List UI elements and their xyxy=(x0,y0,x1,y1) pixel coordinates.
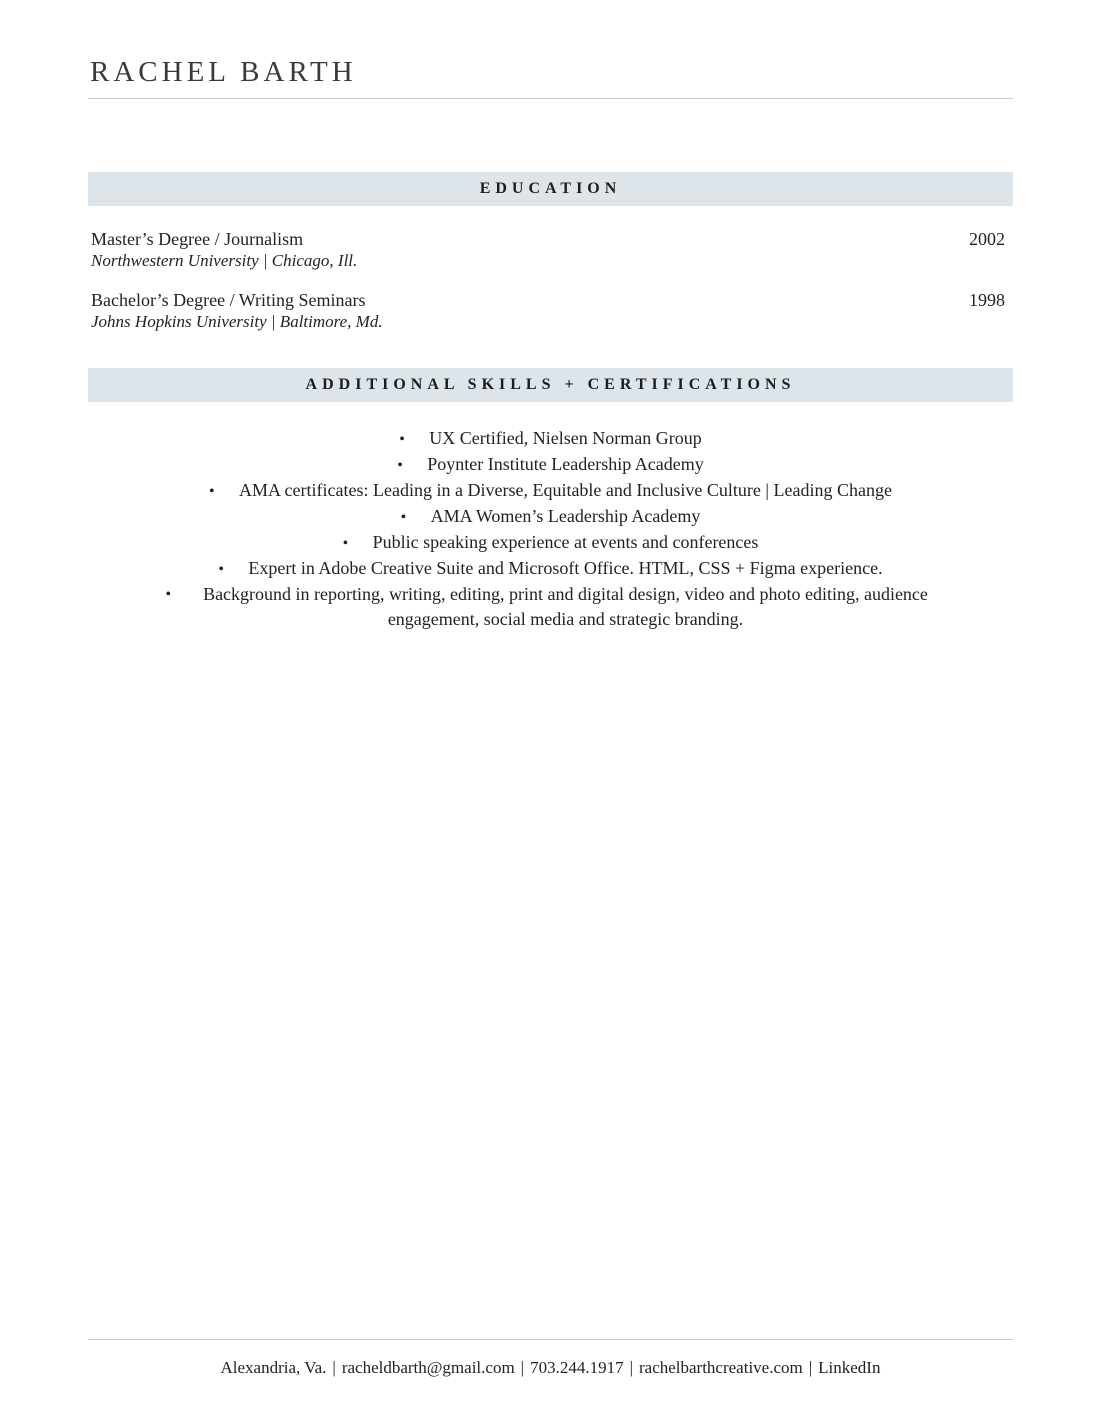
bullet-icon: • xyxy=(209,483,215,500)
skill-text: Expert in Adobe Creative Suite and Microsoft Office. HTML, CSS + Figma experience. xyxy=(248,558,883,578)
bullet-icon: • xyxy=(165,586,172,603)
contact-website[interactable]: rachelbarthcreative.com xyxy=(638,1358,803,1377)
skill-text: Background in reporting, writing, editing, print and digital design, video and photo editing, audience engagement, social media and strategic branding. xyxy=(203,584,928,629)
skill-text: Poynter Institute Leadership Academy xyxy=(427,454,704,474)
footer-separator: | xyxy=(629,1358,633,1377)
education-degree: Bachelor’s Degree / Writing Seminars xyxy=(91,290,366,310)
contact-email[interactable]: racheldbarth@gmail.com xyxy=(341,1358,515,1377)
header-divider xyxy=(88,98,1013,99)
contact-location: Alexandria, Va. xyxy=(220,1358,327,1377)
education-school: Northwestern University | Chicago, Ill. xyxy=(91,251,358,270)
skill-text: UX Certified, Nielsen Norman Group xyxy=(429,428,702,448)
education-entry xyxy=(91,288,1005,336)
skill-item xyxy=(88,530,1013,556)
skill-item xyxy=(88,452,1013,478)
education-year: 1998 xyxy=(969,290,1005,310)
contact-linkedin-link[interactable]: LinkedIn xyxy=(818,1358,881,1377)
skill-item xyxy=(88,582,1013,632)
bullet-icon: • xyxy=(399,431,405,448)
skills-section-title: ADDITIONAL SKILLS + CERTIFICATIONS xyxy=(88,368,1013,402)
education-school: Johns Hopkins University | Baltimore, Md. xyxy=(91,312,383,331)
skill-item xyxy=(88,556,1013,582)
skill-text: Public speaking experience at events and conferences xyxy=(372,532,759,552)
education-degree: Master’s Degree / Journalism xyxy=(91,229,304,249)
bullet-icon: • xyxy=(342,535,349,552)
education-section-title: EDUCATION xyxy=(88,172,1013,206)
bullet-icon: • xyxy=(397,457,403,474)
contact-phone[interactable]: 703.244.1917 xyxy=(530,1358,624,1377)
footer-separator: | xyxy=(808,1358,813,1377)
skills-list xyxy=(88,426,1013,632)
bullet-icon: • xyxy=(218,561,225,578)
footer-separator: | xyxy=(332,1358,336,1377)
contact-footer xyxy=(88,1356,1013,1380)
bullet-icon: • xyxy=(400,509,407,526)
resume-name: RACHEL BARTH xyxy=(90,56,357,88)
education-entry xyxy=(91,227,1005,275)
education-year: 2002 xyxy=(969,229,1005,249)
skill-text: AMA certificates: Leading in a Diverse, Equitable and Inclusive Culture | Leading Change xyxy=(239,480,892,500)
skill-item xyxy=(88,426,1013,452)
skill-item xyxy=(88,504,1013,530)
footer-separator: | xyxy=(520,1358,525,1377)
skill-item xyxy=(88,478,1013,504)
skill-text: AMA Women’s Leadership Academy xyxy=(430,506,701,526)
footer-divider xyxy=(88,1339,1013,1340)
